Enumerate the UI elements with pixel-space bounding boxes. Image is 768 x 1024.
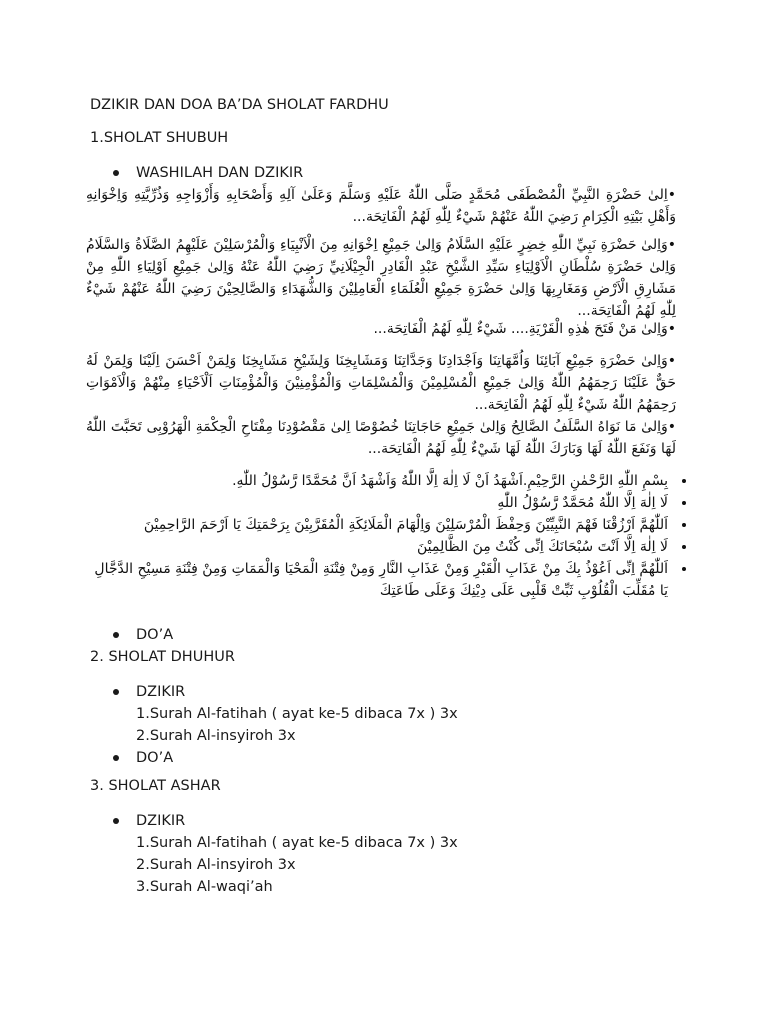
bullet-dot — [682, 501, 686, 505]
dzikir-label: DZIKIR — [136, 813, 186, 829]
arabic-list-text: بِسْمِ اللّٰهِ الرَّحْمٰنِ الرَّحِيْمِ.اَشْهَدُ اَنْ لَا اِلٰهَ اِلَّا اللّٰهُ وَاَشْهَدُ اَنَّ مُحَمَّدًا رَّسُوْلُ اللّٰهِ. — [232, 473, 668, 489]
arabic-list-text: اَللّٰهُمَّ اِنِّى اَعُوْذُ بِكَ مِنْ عَذَابِ الْقَبْرِ وَمِنْ عَذَابِ النَّارِ وَمِنْ فِتْنَةِ الْمَحْيَا وَالْمَمَاتِ وَمِنْ فِتْنَةِ مَسِيْحِ الدَّجَّالِ يَا مُقَلِّبَ الْقُلُوْبِ ثَبِّتْ قَلْبِى عَلَى دِيْنِكَ وَعَلَى طَاعَتِكَ — [94, 561, 668, 599]
bullet-dot — [682, 567, 686, 571]
doa-label: DO’A — [136, 750, 174, 766]
bullet-dot — [682, 479, 686, 483]
dzikir-item: 2.Surah Al-insyiroh 3x — [136, 728, 296, 744]
bullet-dot — [113, 689, 119, 695]
dzikir-item: 3.Surah Al-waqi’ah — [136, 879, 273, 895]
bullet-dot — [113, 755, 119, 761]
arabic-paragraph-2: •وَاِلىٰ حَضْرَةِ نَبِيِّ اللّٰهِ خِضِرٍ عَلَيْهِ السَّلَامُ وَاِلىٰ جَمِيْعِ اِخْوَانِهِ مِنَ الْاَنْبِيَاءِ وَالْمُرْسَلِيْنَ عَلَيْهِمُ الصَّلَاةُ وَالسَّلَامُ وَاِلىٰ حَضْرَةِ سُلْطَانِ الْاَوْلِيَاءِ سَيِّدِ الشَّيْخِ عَبْدِ الْقَادِرِ الْجِيْلَانِيِّ رَضِيَ اللّٰهُ عَنْهُ وَاِلىٰ جَمِيْعِ اَوْلِيَاءِ اللّٰهِ مِنْ مَشَارِقِ الْاَرْضِ وَمَغَارِبِهَا وَاِلىٰ حَضْرَةِ جَمِيْعِ الْعُلَمَاءِ الْعَامِلِيْنَ وَالشُّهَدَاءِ وَالصَّالِحِيْنَ رَضِيَ اللّٰهُ عَنْهُمْ شَيْءٌ لِلّٰهِ لَهُمُ الْفَاتِحَة... — [86, 237, 676, 319]
section3-heading: 3. SHOLAT ASHAR — [90, 778, 221, 794]
dzikir-item: 1.Surah Al-fatihah ( ayat ke-5 dibaca 7x ) 3x — [136, 835, 458, 851]
doa-label: DO’A — [136, 627, 174, 643]
bullet-dot — [113, 818, 119, 824]
arabic-list-item — [86, 492, 686, 514]
bullet-dot — [682, 545, 686, 549]
bullet-dot — [682, 523, 686, 527]
wasilah-label: WASHILAH DAN DZIKIR — [136, 165, 304, 181]
bullet-dot — [113, 170, 119, 176]
arabic-paragraph-4: •وَاِلىٰ حَضْرَةِ جَمِيْعِ آبَائِنَا وَاُمَّهَاتِنَا وَاَجْدَادِنَا وَجَدَّاتِنَا وَمَشَايِخِنَا وَلِشَيْخِ مَشَايِخِنَا وَلِمَنْ اَحْسَنَ اِلَيْنَا وَلِمَنْ لَهُ حَقٌّ عَلَيْنَا رَحِمَهُمُ اللّٰهُ وَاِلىٰ جَمِيْعِ الْمُسْلِمِيْنَ وَالْمُسْلِمَاتِ وَالْمُؤْمِنِيْنَ وَالْمُؤْمِنَاتِ اَلْاَحْيَاءِ مِنْهُمْ وَالْاَمْوَاتِ رَحِمَهُمُ اللّٰهُ شَيْءٌ لِلّٰهِ لَهُمُ الْفَاتِحَة... — [86, 353, 676, 413]
dzikir-item: 1.Surah Al-fatihah ( ayat ke-5 dibaca 7x ) 3x — [136, 706, 458, 722]
arabic-list-item — [86, 558, 686, 602]
section1-heading: 1.SHOLAT SHUBUH — [90, 130, 229, 146]
arabic-list-item — [86, 470, 686, 492]
document-title: DZIKIR DAN DOA BA’DA SHOLAT FARDHU — [90, 97, 389, 113]
bullet-dot — [113, 632, 119, 638]
arabic-paragraph-3: •وَاِلىٰ مَنْ فَتَحَ هٰذِهِ الْقَرْيَةِ.... شَيْءٌ لِلّٰهِ لَهُمُ الْفَاتِحَة... — [373, 321, 676, 337]
arabic-list-item — [86, 536, 686, 558]
arabic-list-text: لَا اِلٰهَ اِلَّا اللّٰهُ مُحَمَّدٌ رَّسُوْلُ اللّٰهِ — [497, 495, 668, 511]
arabic-paragraph-1: •اِلىٰ حَضْرَةِ النَّبِيِّ الْمُصْطَفَى مُحَمَّدٍ صَلَّى اللّٰهُ عَلَيْهِ وَسَلَّمَ وَعَلَىٰ آلِهِ وَأَصْحَابِهِ وَأَزْوَاجِهِ وَذُرِّيَّتِهِ وَاِخْوَانِهِ وَأَهْلِ بَيْتِهِ الْكِرَامِ رَضِيَ اللّٰهُ عَنْهُمْ شَيْءٌ لِلّٰهِ لَهُمُ الْفَاتِحَة... — [86, 187, 676, 225]
arabic-paragraph-5: •وَاِلىٰ مَا نَوَاهُ السَّلَفُ الصَّالِحُ وَاِلىٰ جَمِيْعِ حَاجَاتِنَا خُصُوْصًا اِلىٰ مَقْصُوْدِنَا مِفْتَاحِ الْحِكْمَةِ الْهَرُوْبِى تَحَبَّتَ اللّٰهُ لَهَا وَنَفَعَ اللّٰهُ لَهَا وَبَارَكَ اللّٰهُ لَهَا شَيْءٌ لِلّٰهِ لَهُمُ الْفَاتِحَة... — [86, 419, 676, 457]
arabic-list-text: لَا اِلٰهَ اِلَّا اَنْتَ سُبْحَانَكَ اِنِّى كُنْتُ مِنَ الظَّالِمِيْنَ — [416, 539, 668, 555]
dzikir-label: DZIKIR — [136, 684, 186, 700]
dzikir-item: 2.Surah Al-insyiroh 3x — [136, 857, 296, 873]
arabic-list-text: اَللّٰهُمَّ اَرْزُقْنَا فَهْمَ النَّبِيِّيْنَ وَحِفْظَ الْمُرْسَلِيْنَ وَاِلْهَامَ الْمَلَائِكَةِ الْمُقَرَّبِيْنَ بِرَحْمَتِكَ يَا اَرْحَمَ الرَّاحِمِيْنَ — [143, 517, 668, 533]
arabic-list-item — [86, 514, 686, 536]
arabic-dzikir-list — [86, 470, 686, 602]
section2-heading: 2. SHOLAT DHUHUR — [90, 649, 235, 665]
